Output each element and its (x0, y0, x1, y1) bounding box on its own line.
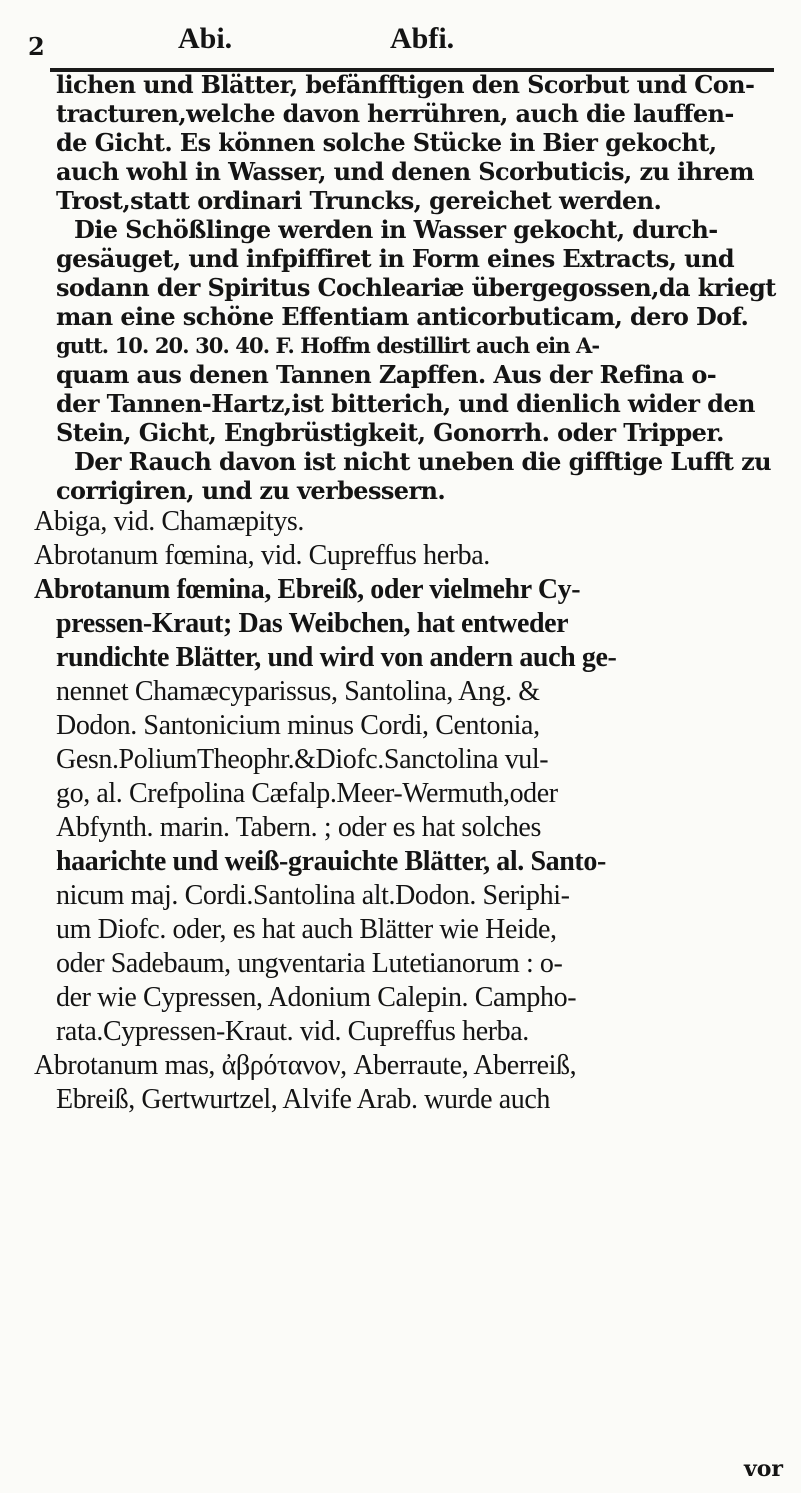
running-head-left: Abi. (178, 22, 233, 55)
text-line: quam aus denen Tannen Zapffen. Aus der Refina o- (56, 360, 717, 389)
running-head (20, 4, 780, 68)
text-line: nicum maj. Cordi.Santolina alt.Dodon. Seriphi- (56, 880, 570, 911)
text-line: Die Schößlinge werden in Wasser gekocht, durch- (74, 215, 718, 244)
text-line: corrigiren, und zu verbessern. (56, 476, 446, 505)
text-line: Abfynth. marin. Tabern. ; oder es hat solches (56, 812, 541, 843)
text-line: Stein, Gicht, Engbrüstigkeit, Gonorrh. oder Tripper. (56, 418, 724, 447)
text-line: sodann der Spiritus Cochleariæ übergegossen,da kriegt (56, 273, 776, 302)
text-line: rundichte Blätter, und wird von andern auch ge- (56, 642, 617, 673)
text-line: auch wohl in Wasser, und denen Scorbuticis, zu ihrem (56, 157, 754, 186)
body-text (34, 70, 791, 1117)
text-line: Gesn.PoliumTheophr.&Diofc.Sanctolina vul- (56, 744, 549, 775)
text-line: oder Sadebaum, ungventaria Lutetianorum : o- (56, 948, 563, 979)
text-line: man eine schöne Effentiam anticorbuticam, dero Dof. (56, 302, 749, 331)
text-line: Dodon. Santonicium minus Cordi, Centonia, (56, 710, 540, 741)
text-line: de Gicht. Es können solche Stücke in Bier gekocht, (56, 128, 717, 157)
text-line: Abrotanum mas, ἀβρότανον, Aberraute, Aberreiß, (34, 1050, 577, 1081)
text-line: Abiga, vid. Chamæpitys. (34, 506, 305, 537)
page-number: 2 (28, 32, 45, 61)
text-line: lichen und Blätter, befänfftigen den Scorbut und Con- (56, 70, 755, 99)
text-line: nennet Chamæcyparissus, Santolina, Ang. & (56, 676, 540, 707)
text-line: gutt. 10. 20. 30. 40. F. Hoffm destillirt auch ein A- (56, 333, 600, 358)
text-line: Abrotanum fœmina, vid. Cupreffus herba. (34, 540, 490, 571)
text-line: der wie Cypressen, Adonium Calepin. Campho- (56, 982, 577, 1013)
text-line: der Tannen-Hartz,ist bitterich, und dienlich wider den (56, 389, 755, 418)
text-line: gesäuget, und infpiffiret in Form eines Extracts, und (56, 244, 735, 273)
running-head-right: Abfi. (390, 22, 455, 55)
text-line: Trost,statt ordinari Truncks, gereichet werden. (56, 186, 662, 215)
text-line: haarichte und weiß-grauichte Blätter, al. Santo- (56, 846, 606, 877)
text-line: tracturen,welche davon herrühren, auch die lauffen- (56, 99, 734, 128)
text-line: Ebreiß, Gertwurtzel, Alvife Arab. wurde auch (56, 1084, 550, 1115)
text-line: Abrotanum fœmina, Ebreiß, oder vielmehr Cy- (34, 574, 581, 605)
text-line: rata.Cypressen-Kraut. vid. Cupreffus herba. (56, 1016, 529, 1047)
text-line: um Diofc. oder, es hat auch Blätter wie Heide, (56, 914, 557, 945)
text-line: Der Rauch davon ist nicht uneben die gifftige Lufft zu (74, 447, 772, 476)
text-line: go, al. Crefpolina Cæfalp.Meer-Wermuth,oder (56, 778, 558, 809)
text-line: pressen-Kraut; Das Weibchen, hat entweder (56, 608, 569, 639)
catchword: vor (743, 1456, 783, 1482)
